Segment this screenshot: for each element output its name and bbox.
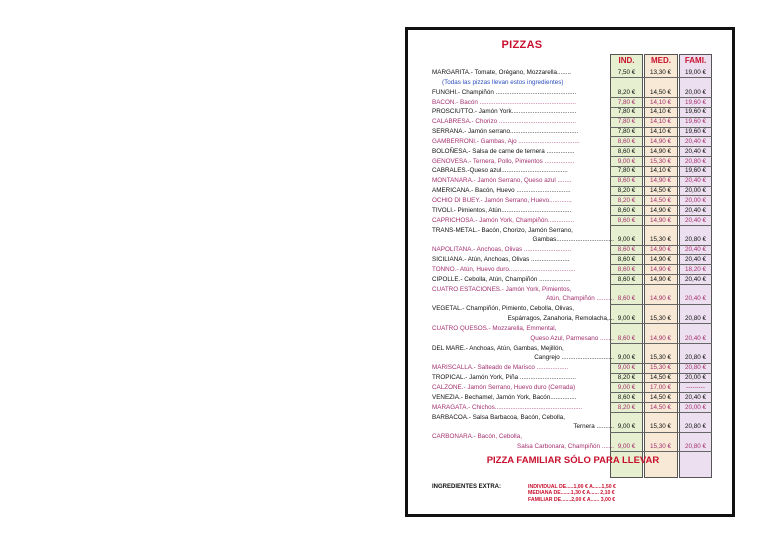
price-medium: 15,30 € xyxy=(649,315,671,323)
menu-row xyxy=(432,373,722,383)
price-individual: 9,00 € xyxy=(617,315,636,323)
pizza-name: CARBONARA.- Bacón, Cebolla, xyxy=(432,433,522,441)
pizza-name: TROPICAL.- Jamón York, Piña ................................ xyxy=(432,374,576,382)
pizza-name: Salsa Carbonara, Champiñón ....... xyxy=(517,443,614,451)
pizza-name: SERRANA.- Jamón serrano....................................... xyxy=(432,128,579,136)
menu-row xyxy=(432,393,722,403)
menu-row xyxy=(432,255,722,265)
price-medium: 14,90 € xyxy=(649,265,671,273)
price-individual: 8,60 € xyxy=(617,216,636,224)
menu-row xyxy=(432,422,722,432)
menu-row xyxy=(432,176,722,186)
price-medium: 14,90 € xyxy=(649,177,671,185)
extras-prices xyxy=(528,484,668,503)
price-family: 20,40 € xyxy=(684,334,706,342)
menu-row xyxy=(432,324,722,334)
menu-row xyxy=(432,226,722,236)
price-family: 20,40 € xyxy=(684,275,706,283)
price-individual: 8,60 € xyxy=(617,295,636,303)
menu-row xyxy=(432,127,722,137)
row-separator xyxy=(610,451,712,452)
menu-row xyxy=(432,166,722,176)
price-individual: 7,80 € xyxy=(617,128,636,136)
menu-row xyxy=(432,157,722,167)
price-family: 20,40 € xyxy=(684,147,706,155)
price-individual: 8,60 € xyxy=(617,256,636,264)
menu-row xyxy=(432,107,722,117)
price-individual: 8,60 € xyxy=(617,393,636,401)
menu-row xyxy=(432,314,722,324)
price-individual: 7,50 € xyxy=(617,69,636,76)
pizza-name: Ternera .......... xyxy=(573,423,614,431)
menu-row xyxy=(432,383,722,393)
price-family: 20,40 € xyxy=(684,393,706,401)
price-medium: 14,10 € xyxy=(649,167,671,175)
price-family: 20,80 € xyxy=(684,354,706,362)
price-individual: 9,00 € xyxy=(617,236,636,244)
price-medium: 14,90 € xyxy=(649,137,671,145)
menu-row xyxy=(432,196,722,206)
price-family: 20,40 € xyxy=(684,137,706,145)
pizza-name: MONTANARA.- Jamón Serrano, Queso azul ........ xyxy=(432,177,572,185)
pizza-name: FUNGHI.- Champiñón .............................................. xyxy=(432,88,577,96)
pizza-name: DEL MARE.- Anchoas, Atún, Gambas, Mejillón, xyxy=(432,344,564,352)
price-individual: 8,60 € xyxy=(617,265,636,273)
price-individual: 8,60 € xyxy=(617,206,636,214)
price-individual: 9,00 € xyxy=(617,384,636,391)
price-individual: 8,20 € xyxy=(617,403,636,411)
price-individual: 9,00 € xyxy=(617,423,636,431)
menu-row xyxy=(432,235,722,245)
price-family: 20,80 € xyxy=(684,423,706,431)
pizza-name: CALZONE.- Jamón Serrano, Huevo duro (Cerrada) xyxy=(432,384,576,391)
menu-row xyxy=(432,147,722,157)
price-individual: 7,80 € xyxy=(617,108,636,116)
price-medium: 14,10 € xyxy=(649,98,671,106)
pizza-name: VENEZIA.- Bechamel, Jamón York, Bacón............... xyxy=(432,393,577,401)
price-family: 20,00 € xyxy=(684,187,706,195)
price-individual: 9,00 € xyxy=(617,443,636,451)
price-medium: 14,90 € xyxy=(649,147,671,155)
price-individual: 8,60 € xyxy=(617,137,636,145)
price-family: 20,40 € xyxy=(684,216,706,224)
price-medium: 14,90 € xyxy=(649,295,671,303)
menu-row xyxy=(432,432,722,442)
menu-row xyxy=(432,442,722,452)
menu-row xyxy=(432,98,722,108)
price-family: --------- xyxy=(686,384,705,391)
menu-row xyxy=(432,88,722,98)
price-medium: 14,10 € xyxy=(649,108,671,116)
price-individual: 9,00 € xyxy=(617,364,636,372)
price-family: 20,40 € xyxy=(684,256,706,264)
header-family: FAMI. xyxy=(684,56,707,65)
price-medium: 14,90 € xyxy=(649,216,671,224)
pizza-name: Cangrejo .............................. xyxy=(534,354,614,362)
pizza-name: TIVOLI.- Pimientos, Atún........................................ xyxy=(432,206,572,214)
price-medium: 14,50 € xyxy=(649,88,671,96)
price-family: 20,00 € xyxy=(684,196,706,204)
price-medium: 14,90 € xyxy=(649,256,671,264)
pizza-name: CABRALES.-Queso azul...................................... xyxy=(432,167,568,175)
price-medium: 14,10 € xyxy=(649,118,671,126)
price-medium: 15,30 € xyxy=(649,354,671,362)
price-family: 20,00 € xyxy=(684,88,706,96)
extras-line: INDIVIDUAL DE.....1,00 € A......1,50 € xyxy=(528,484,616,490)
pizza-name: MARGARITA.- Tomate, Orégano, Mozzarella........ xyxy=(432,69,572,76)
price-medium: 15,30 € xyxy=(649,157,671,165)
price-family: 20,40 € xyxy=(684,177,706,185)
price-individual: 8,60 € xyxy=(617,147,636,155)
price-family: 19,60 € xyxy=(684,167,706,175)
header-individual: IND. xyxy=(618,56,635,65)
price-medium: 14,50 € xyxy=(649,196,671,204)
price-individual: 8,20 € xyxy=(617,88,636,96)
price-medium: 14,90 € xyxy=(649,246,671,254)
price-family: 19,00 € xyxy=(684,69,706,76)
price-family: 18,20 € xyxy=(684,265,706,273)
extras-line: MEDIANA DE.......1,30 € A...... 2,10 € xyxy=(528,490,615,497)
menu-row xyxy=(432,117,722,127)
menu-row xyxy=(432,353,722,363)
price-medium: 14,90 € xyxy=(649,275,671,283)
price-family: 19,60 € xyxy=(684,108,706,116)
pizza-name: Queso Azul, Parmesano ........ xyxy=(530,334,614,342)
menu-row xyxy=(432,275,722,285)
pizza-name: GENOVESA.- Ternera, Pollo, Pimientos ................. xyxy=(432,157,575,165)
menu-row xyxy=(432,137,722,147)
price-family: 20,40 € xyxy=(684,206,706,214)
pizza-name: NAPOLITANA.- Anchoas, Olivas ........................... xyxy=(432,246,572,254)
menu-row xyxy=(432,304,722,314)
menu-sheet xyxy=(405,27,735,517)
price-individual: 9,00 € xyxy=(617,157,636,165)
price-medium: 14,50 € xyxy=(649,403,671,411)
pizza-name: BOLOÑESA.- Salsa de carne de ternera ................ xyxy=(432,147,575,155)
pizza-name: CAPRICHOSA.- Jamón York, Champiñón............... xyxy=(432,216,575,224)
extras-line: FAMILIAR DE.......2,00 € A...... 3,00 € xyxy=(528,496,616,503)
menu-row xyxy=(432,206,722,216)
price-family: 19,60 € xyxy=(684,118,706,126)
pizza-name: Gambas................................. xyxy=(532,236,614,244)
price-family: 20,80 € xyxy=(684,315,706,323)
extra-ingredients xyxy=(432,484,616,503)
pizza-name: CIPOLLE.- Cebolla, Atún, Champiñón .................. xyxy=(432,275,571,283)
price-individual: 8,60 € xyxy=(617,334,636,342)
pizza-name: TONNO.- Atún, Huevo duro...................................... xyxy=(432,265,576,273)
pizza-name: AMERICANA.- Bacón, Huevo ............................... xyxy=(432,187,571,195)
menu-row xyxy=(432,186,722,196)
pizza-name: BARBACOA.- Salsa Barbacoa, Bacón, Cebolla, xyxy=(432,413,566,421)
pizza-name: PROSCIUTTO.- Jamón York..................................... xyxy=(432,108,577,116)
price-family: 20,80 € xyxy=(684,157,706,165)
menu-row xyxy=(432,216,722,226)
price-individual: 8,60 € xyxy=(617,246,636,254)
menu-row xyxy=(432,413,722,423)
header-medium: MED. xyxy=(651,56,671,65)
menu-row xyxy=(432,344,722,354)
pizza-name: Atún, Champiñón .......... xyxy=(546,295,614,303)
price-medium: 14,50 € xyxy=(649,374,671,382)
menu-row xyxy=(432,245,722,255)
price-medium: 15,30 € xyxy=(649,423,671,431)
menu-row xyxy=(432,294,722,304)
menu-row xyxy=(432,265,722,275)
pizza-name: VEGETAL.- Champiñón, Pimiento, Cebolla, Olivas, xyxy=(432,305,574,313)
extras-label: INGREDIENTES EXTRA: xyxy=(432,484,502,490)
pizza-name: Espárragos, Zanahoria, Remolacha,... xyxy=(507,315,614,323)
price-family: 19,60 € xyxy=(684,98,706,106)
price-medium: 13,30 € xyxy=(649,69,671,76)
price-medium: 14,90 € xyxy=(649,334,671,342)
menu-row xyxy=(432,78,722,88)
pizza-name: CALABRESA.- Chorizo ............................................ xyxy=(432,118,576,126)
price-medium: 15,30 € xyxy=(649,364,671,372)
price-individual: 8,20 € xyxy=(617,187,636,195)
menu-row xyxy=(432,403,722,413)
price-family: 20,40 € xyxy=(684,246,706,254)
family-takeaway-note: PIZZA FAMILIAR SÓLO PARA LLEVAR xyxy=(486,455,660,466)
price-medium: 14,50 € xyxy=(649,187,671,195)
price-medium: 15,30 € xyxy=(649,443,671,451)
price-individual: 8,60 € xyxy=(617,275,636,283)
price-individual: 7,80 € xyxy=(617,167,636,175)
price-medium: 15,30 € xyxy=(649,236,671,244)
pizza-name: MARAGATA.- Chichos.................................................. xyxy=(432,403,583,411)
price-individual: 8,60 € xyxy=(617,177,636,185)
pizza-name: OCHIO DI BUEY.- Jamón Serrano, Huevo............. xyxy=(432,196,572,204)
price-list xyxy=(432,68,722,452)
pizza-name: (Todas las pizzas llevan estos ingredientes) xyxy=(442,78,564,86)
price-family: 20,80 € xyxy=(684,236,706,244)
price-family: 20,00 € xyxy=(684,403,706,411)
pizza-name: TRANS-METAL.- Bacón, Chorizo, Jamón Serrano, xyxy=(432,226,573,234)
price-medium: 17,00 € xyxy=(649,384,671,391)
price-individual: 9,00 € xyxy=(617,354,636,362)
menu-row xyxy=(432,68,722,78)
price-family: 19,60 € xyxy=(684,128,706,136)
price-individual: 7,80 € xyxy=(617,118,636,126)
price-individual: 7,80 € xyxy=(617,98,636,106)
menu-row xyxy=(432,285,722,295)
pizza-name: CUATRO ESTACIONES.- Jamón York, Pimientos, xyxy=(432,285,572,293)
price-family: 20,40 € xyxy=(684,295,706,303)
pizza-name: BACON.- Bacón ....................................................... xyxy=(432,98,576,106)
menu-row xyxy=(432,363,722,373)
pizza-name: GAMBERRONI.- Gambas, Ajo ................................... xyxy=(432,137,580,145)
price-family: 20,80 € xyxy=(684,364,706,372)
menu-row xyxy=(432,334,722,344)
price-individual: 8,20 € xyxy=(617,196,636,204)
price-medium: 14,10 € xyxy=(649,128,671,136)
price-family: 20,00 € xyxy=(684,374,706,382)
price-family: 20,80 € xyxy=(684,443,706,451)
price-medium: 14,90 € xyxy=(649,206,671,214)
price-individual: 8,20 € xyxy=(617,374,636,382)
price-medium: 14,50 € xyxy=(649,393,671,401)
pizza-name: SICILIANA.- Atún, Anchoas, Olivas ...................... xyxy=(432,256,570,264)
pizza-name: MARISCALLA.- Salteado de Marisco .................. xyxy=(432,364,569,372)
menu-title: PIZZAS xyxy=(501,39,543,51)
pizza-name: CUATRO QUESOS.- Mozzarella, Emmental, xyxy=(432,324,557,332)
